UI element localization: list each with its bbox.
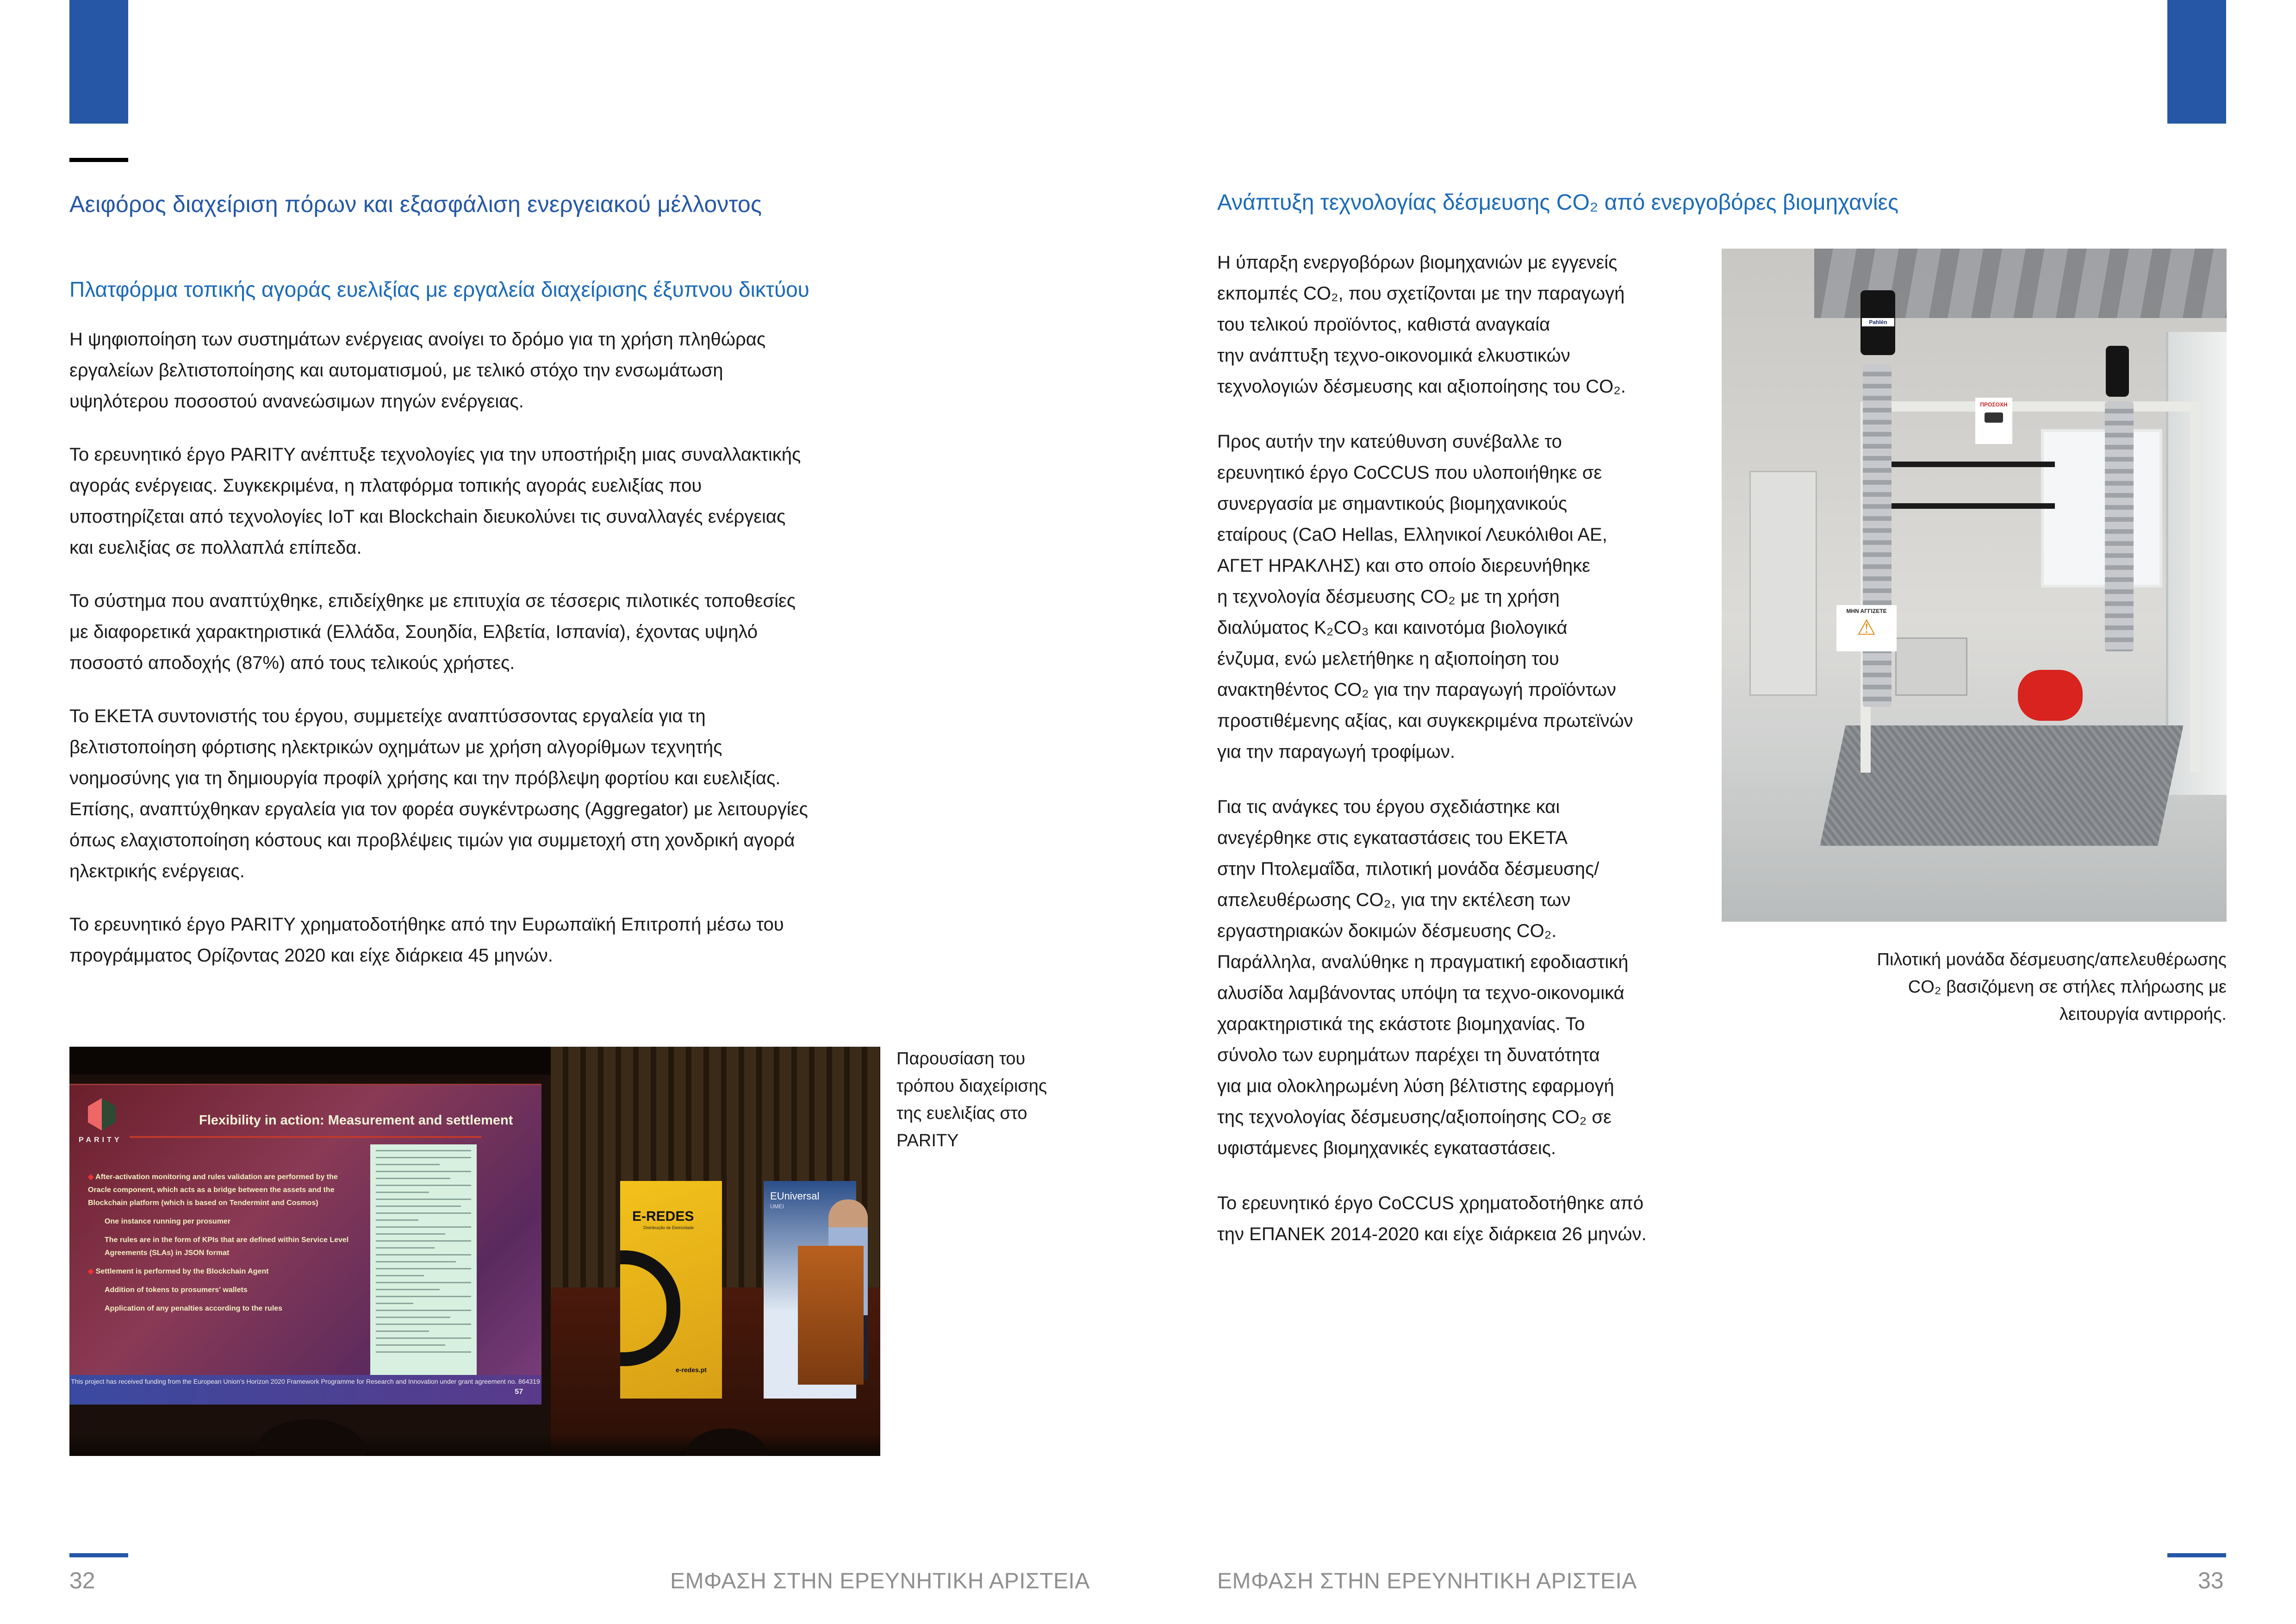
slide-bullet: Application of any penalties according to the rules — [105, 1305, 283, 1312]
banner-url: e-redes.pt — [676, 1366, 707, 1374]
banner2-brand: EUniversal — [770, 1190, 820, 1202]
left-paragraph: Το ερευνητικό έργο PARITY χρηματοδοτήθηκε από την Ευρωπαϊκή Επιτροπή μέσω του προγράμματος Ορίζοντας 2020 και είχε διάρκεια 45 μηνών. — [69, 914, 784, 966]
camera-icon — [1985, 412, 2003, 423]
warning-triangle-icon: ⚠ — [1857, 615, 1876, 639]
air-compressor — [2018, 670, 2083, 721]
podium — [798, 1246, 864, 1385]
parity-logo-icon — [88, 1098, 116, 1131]
do-not-touch-sign — [1836, 605, 1897, 651]
slide-title-underline — [130, 1136, 481, 1138]
slide-bullet: The rules are in the form of KPIs that are defined within Service Level Agreements (SLAs) in JSON format — [105, 1236, 349, 1257]
equipment-brand-label: Pahlén — [1862, 318, 1894, 326]
right-footer-title: ΕΜΦΑΣΗ ΣΤΗΝ ΕΡΕΥΝΗΤΙΚΗ ΑΡΙΣΤΕΙΑ — [1217, 1569, 1637, 1593]
column-top-vessel-right — [2106, 346, 2129, 397]
left-section-heading: Αειφόρος διαχείριση πόρων και εξασφάλιση ενεργειακού μέλλοντος — [69, 191, 762, 217]
right-paragraph: Η ύπαρξη ενεργοβόρων βιομηχανιών με εγγενείς εκπομπές CO₂, που σχετίζονται με την παραγωγή του τελικού προϊόντος, καθιστά αναγκαία την ανάπτυξη τεχνο-οικονομικά ελκυστικών τεχνολογιών δέσμευσης και αξιοποίησης του CO₂. — [1217, 252, 1626, 397]
left-paragraph: Η ψηφιοποίηση των συστημάτων ενέργειας ανοίγει το δρόμο για τη χρήση πληθώρας εργαλείων βελτιστοποίησης και αυτοματισμού, με τελικό στόχο την ενσωμάτωση υψηλότερου ποσοστού ανανεώσιμων πηγών ενέργειας. — [69, 329, 766, 412]
left-paragraph: Το σύστημα που αναπτύχθηκε, επιδείχθηκε με επιτυχία σε τέσσερις πιλοτικές τοποθεσίες με διαφορετικά χαρακτηριστικά (Ελλάδα, Σουηδία, Ελβετία, Ισπανία), έχοντας υψηλό ποσοστό αποδοχής (87%) από τους τελικούς χρήστες. — [69, 591, 796, 673]
right-section-heading: Ανάπτυξη τεχνολογίας δέσμευσης CO₂ από ενεργοβόρες βιομηχανίες — [1217, 190, 1899, 215]
control-cabinet — [1749, 471, 1817, 696]
caution-sign-text: ΠΡΟΣΟΧΗ — [1980, 401, 2008, 408]
packed-column-right — [2105, 401, 2134, 651]
co2-pilot-unit-photo — [1722, 249, 2227, 922]
banner2-subtitle: UMEI — [770, 1203, 784, 1210]
slide-bullet: Addition of tokens to prosumers' wallets — [105, 1286, 248, 1294]
audience-silhouettes — [69, 1400, 880, 1456]
left-paragraph: Το ΕΚΕΤΑ συντονιστής του έργου, συμμετείχε αναπτύσσοντας εργαλεία για τη βελτιστοποίηση φόρτισης ηλεκτρικών οχημάτων με χρήση αλγορίθμων τεχνητής νοημοσύνης για τη δημιουργία προφίλ χρήσης και την πρόβλεψη φορτίου και ευελιξίας. Επίσης, αναπτύχθηκαν εργαλεία για τον φορέα συγκέντρωσης (Aggregator) με λειτουργίες όπως ελαχιστοποίηση κόστους και προβλέψεις τιμών για συμμετοχή στη χονδρική αγορά ηλεκτρικής ενέργειας. — [69, 706, 808, 881]
section-rule — [69, 158, 128, 162]
left-footer-title: ΕΜΦΑΣΗ ΣΤΗΝ ΕΡΕΥΝΗΤΙΚΗ ΑΡΙΣΤΕΙΑ — [670, 1569, 1090, 1593]
right-photo-caption: Πιλοτική μονάδα δέσμευσης/απελευθέρωσης CO₂ βασιζόμενη σε στήλες πλήρωσης με λειτουργία αντιρροής. — [1877, 950, 2227, 1024]
left-body — [69, 324, 902, 993]
e-redes-banner — [620, 1181, 722, 1399]
top-accent-bar-right — [2167, 0, 2226, 124]
projection-screen — [69, 1084, 541, 1405]
left-paragraph: Το ερευνητικό έργο PARITY ανέπτυξε τεχνολογίες για την υποστήριξη μιας συναλλακτικής αγοράς ενέργειας. Συγκεκριμένα, η πλατφόρμα τοπικής αγοράς ευελιξίας που υποστηρίζεται από τεχνολογίες IoT και Blockchain διευκολύνει τις συναλλαγές ενέργειας και ευελιξίας σε πολλαπλά επίπεδα. — [69, 444, 801, 558]
left-page-number: 32 — [69, 1568, 95, 1593]
e-redes-logo-icon — [620, 1250, 680, 1366]
right-body — [1217, 247, 1708, 1272]
right-paragraph: Για τις ανάγκες του έργου σχεδιάστηκε και ανεγέρθηκε στις εγκαταστάσεις του ΕΚΕΤΑ στην Πτολεμαΐδα, πιλοτική μονάδα δέσμευσης/ απελευθέρωσης CO₂, για την εκτέλεση των εργαστηριακών δοκιμών δέσμευσης CO₂. Παράλληλα, αναλύθηκε η πραγματική εφοδιαστική αλυσίδα λαμβάνοντας υπόψη τα τεχνο-οικονομικά χαρακτηριστικά της εκάστοτε βιομηχανίας. Το σύνολο των ευρημάτων παρέχει τη δυνατότητα για μια ολοκληρωμένη λύση βέλτιστης εφαρμογή της τεχνολογίας δέσμευσης/αξιοποίησης CO₂ σε υφιστάμενες βιομηχανικές εγκαταστάσεις. — [1217, 797, 1629, 1158]
slide-bullet: ◆ Settlement is performed by the Blockchain Agent — [88, 1265, 356, 1278]
right-paragraph: Το ερευνητικό έργο CoCCUS χρηματοδοτήθηκε από την ΕΠΑΝΕΚ 2014-2020 και είχε διάρκεια 26 μηνών. — [1217, 1193, 1647, 1244]
slide-json-panel — [370, 1144, 477, 1385]
do-not-touch-text: ΜΗΝ ΑΓΓΙΖΕΤΕ — [1846, 608, 1887, 614]
banner-subtitle: Distribuição de Eletricidade — [643, 1225, 694, 1230]
right-page-number: 33 — [2198, 1568, 2224, 1593]
parity-presentation-photo — [69, 1047, 880, 1456]
thermostatic-bath — [1895, 637, 1967, 696]
slide-bullets — [88, 1171, 356, 1321]
slide-title: Flexibility in action: Measurement and settlement — [199, 1113, 513, 1128]
left-photo-caption: Παρουσίαση του τρόπου διαχείρισης της ευελιξίας στο PARITY — [896, 1049, 1047, 1150]
slide-logo-text: PARITY — [79, 1136, 122, 1144]
slide-number: 57 — [515, 1388, 523, 1396]
top-accent-bar-left — [69, 0, 128, 124]
left-subheading: Πλατφόρμα τοπικής αγοράς ευελιξίας με εργαλεία διαχείρισης έξυπνου δικτύου — [69, 277, 809, 301]
right-footer-rule — [2167, 1553, 2226, 1557]
slide-footer: This project has received funding from the European Union's Horizon 2020 Framework Programme for Research and Innovation under grant agreement no. 864319 — [69, 1375, 541, 1405]
banner-brand: E-REDES — [632, 1209, 694, 1224]
right-paragraph: Προς αυτήν την κατεύθυνση συνέβαλλε το ερευνητικό έργο CoCCUS που υλοποιήθηκε σε συνεργασία με σημαντικούς βιομηχανικούς εταίρους (CaO Hellas, Ελληνικοί Λευκόλιθοι ΑΕ, ΑΓΕΤ ΗΡΑΚΛΗΣ) και στο οποίο διερευνήθηκε η τεχνολογία δέσμευσης CO₂ με τη χρήση διαλύματος K₂CO₃ και καινοτόμα βιολογικά ένζυμα, ενώ μελετήθηκε η αξιοποίηση του ανακτηθέντος CO₂ για την παραγωγή προϊόντων προστιθέμενης αξίας, και συγκεκριμένα πρωτεϊνών για την παραγωγή τροφίμων. — [1217, 431, 1633, 762]
caution-camera-sign — [1975, 398, 2012, 444]
slide-bullet: One instance running per prosumer — [105, 1218, 231, 1225]
slide-bullet: ◆ After-activation monitoring and rules validation are performed by the Oracle component, which acts as a bridge between the assets and the Blockchain platform (which is based on Tendermint and Cosmos) — [88, 1171, 356, 1210]
packed-column-left — [1863, 364, 1892, 707]
left-footer-rule — [69, 1553, 128, 1557]
